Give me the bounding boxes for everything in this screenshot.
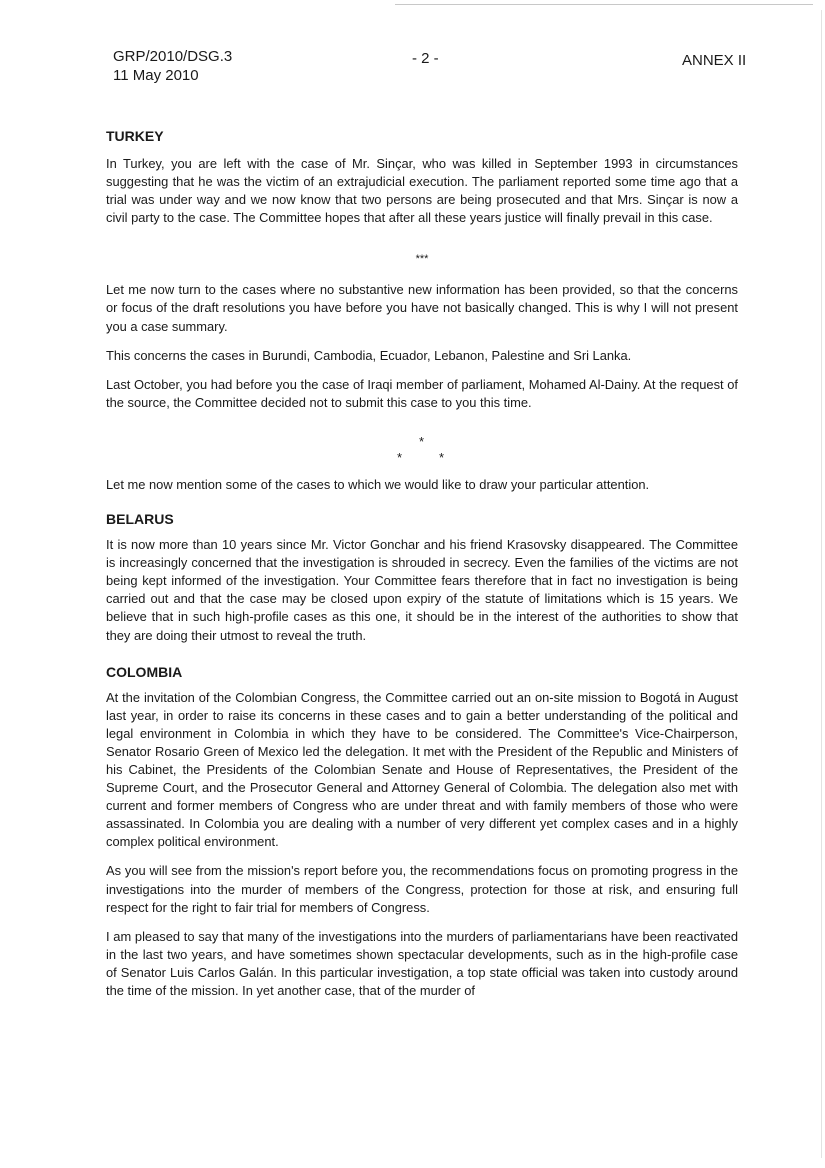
heading-colombia: COLOMBIA [106, 663, 183, 680]
paragraph-country-list: This concerns the cases in Burundi, Cambodia, Ecuador, Lebanon, Palestine and Sri Lanka. [106, 347, 632, 363]
document-body [106, 127, 738, 1000]
annex-label: ANNEX II [682, 52, 747, 69]
asterism-star-left: * [397, 449, 403, 465]
paragraph-belarus: It is now more than 10 years since Mr. Victor Gonchar and his friend Krasovsky disappeared. The Committee is increasingly concerned that the investigation is shrouded in secrecy. Even the families of the victims are not being kept informed of the investigation. Your Committee fears therefore that in fact no investigation is being carried out and that the case may be closed upon expiry of the statute of limitations which is 15 years. We believe that in such high-profile cases as this one, it should be in the interest of the authorities to show that they are doing their utmost to reveal the truth. [106, 537, 738, 643]
header-left [113, 47, 232, 85]
heading-turkey: TURKEY [106, 128, 164, 144]
paragraph-turkey: In Turkey, you are left with the case of Mr. Sinçar, who was killed in September 1993 in circumstances suggesting that he was the victim of an extrajudicial execution. The parliament reported some time ago that a trial was under way and we now know that two persons are being prosecuted and that Mrs. Sinçar is now a civil party to the case. The Committee hopes that after all these years justice will finally prevail in this case. [106, 156, 738, 226]
paragraph-colombia-investigations: I am pleased to say that many of the investigations into the murders of parliamentarians have been reactivated in the last two years, and have sometimes shown spectacular developments, such as in the high-profile case of Senator Luis Carlos Galán. In this particular investigation, a top state official was taken into custody around the time of the mission. In yet another case, that of the murder of [106, 928, 738, 998]
document-reference: GRP/2010/DSG.3 [113, 48, 233, 65]
asterism-separator [106, 434, 738, 464]
paragraph-colombia-recommendations: As you will see from the mission's report before you, the recommendations focus on promoting progress in the investigations into the murder of members of the Congress, protection for those at risk, and ensuring full respect for the right to fair trial for members of Congress. [106, 863, 738, 915]
section-separator: *** [415, 253, 429, 266]
heading-belarus: BELARUS [106, 511, 174, 528]
scan-edge-line [395, 4, 813, 5]
document-date: 11 May 2010 [113, 67, 199, 84]
paragraph-colombia-mission: At the invitation of the Colombian Congress, the Committee carried out an on-site mission to Bogotá in August last year, in order to raise its concerns in these cases and to gain a better understanding of the political and legal environment in Colombia in which they have to be considered. The Committee's Vice-Chairperson, Senator Rosario Green of Mexico led the delegation. It met with the President of the Republic and Ministers of his Cabinet, the Presidents of the Colombian Senate and House of Representatives, the President of the Supreme Court, and the Prosecutor General and Attorney General of Colombia. The delegation also met with current and former members of Congress who are under threat and with family members of those who were assassinated. In Colombia you are dealing with a number of very different yet complex cases and in a highly complex political environment. [106, 689, 738, 850]
asterism-star-top: * [419, 433, 425, 449]
asterism-star-right: * [439, 449, 445, 465]
paragraph-iraq-case: Last October, you had before you the case of Iraqi member of parliament, Mohamed Al-Dainy. At the request of the source, the Committee decided not to submit this case to you this time. [106, 376, 738, 410]
paragraph-particular-attention: Let me now mention some of the cases to which we would like to draw your particular attention. [106, 476, 650, 492]
scan-side-line [821, 10, 822, 1158]
paragraph-no-new-information: Let me now turn to the cases where no substantive new information has been provided, so that the concerns or focus of the draft resolutions you have before you have not basically changed. This is why I will not present you a case summary. [106, 282, 738, 334]
page-number: - 2 - [412, 50, 439, 67]
